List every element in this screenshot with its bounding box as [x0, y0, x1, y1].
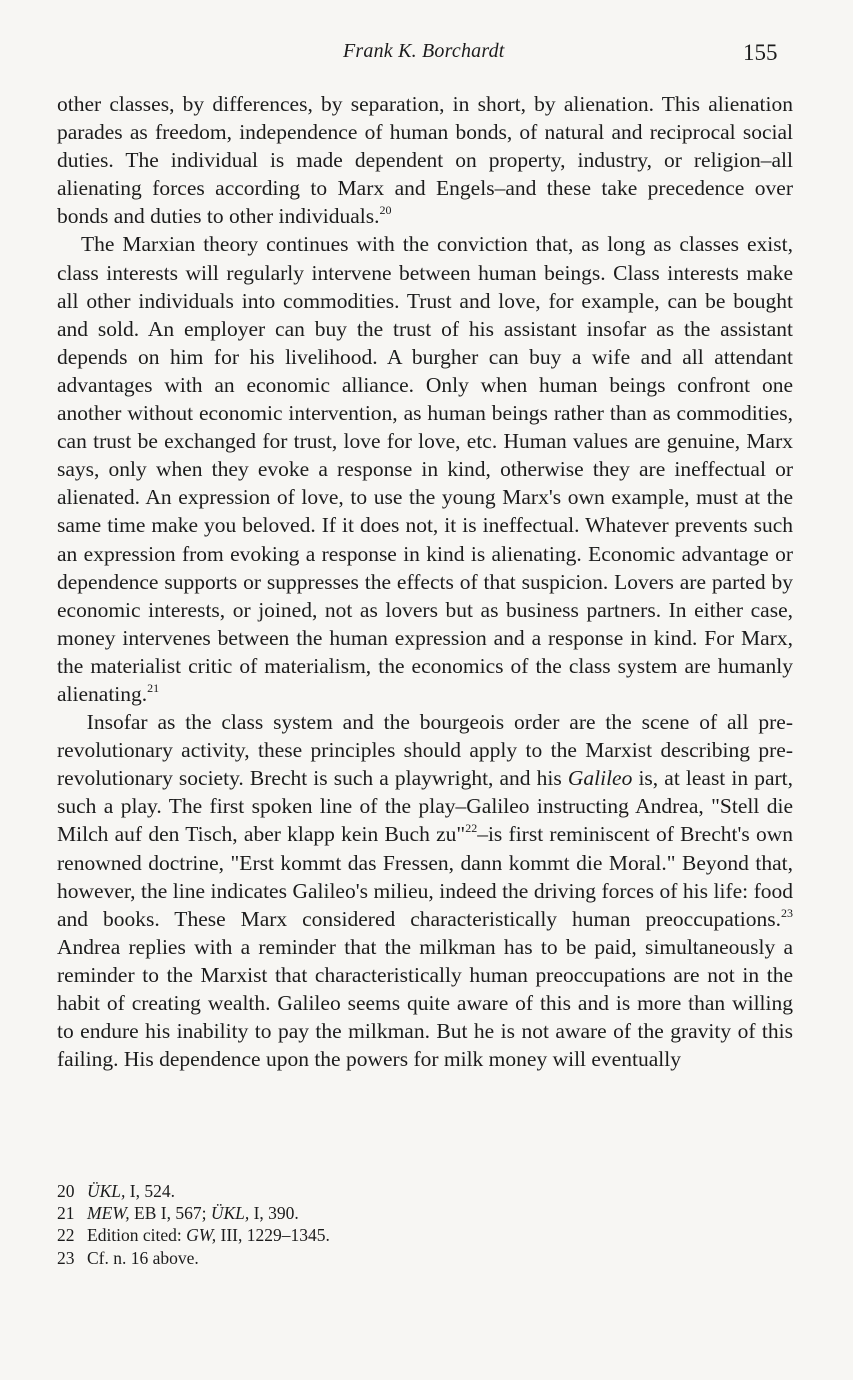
paragraph-text: –is first reminiscent of Brecht's own renowned doctrine, "Erst kommt das Fressen, dann kommt die Moral." Beyond that, however, the line indicates Galileo's milieu, indeed the driving forces of his life: food and books. These Marx considered characteristically human preoccupations.	[57, 822, 794, 931]
footnote-22	[57, 1224, 793, 1246]
footnote-ref: 23	[781, 905, 793, 920]
footnote-number: 20	[57, 1181, 75, 1201]
footnote-abbrev: GW,	[186, 1225, 217, 1246]
footnote-20	[57, 1180, 793, 1202]
paragraph-3	[57, 708, 793, 1073]
footnote-ref: 22	[465, 821, 478, 836]
footnote-text: EB I, 567;	[129, 1203, 211, 1224]
page-header	[0, 36, 853, 66]
paragraph-text: The Marxian theory continues with the conviction that, as long as classes exist, class interests will regularly intervene between human beings. Class interests make all other individuals into commodities. Trust and love, for example, can be bought and sold. An employer can buy the trust of his assistant insofar as the assistant depends on him for his livelihood. A burgher can buy a wife and all attendant advantages with an economic alliance. Only when human beings confront one another without economic intervention, as human beings rather than as commodities, can trust be exchanged for trust, love for love, etc. Human values are genuine, Marx says, only when they evoke a response in kind, otherwise they are ineffectual or alienated. An expression of love, to use the young Marx's own example, must at the same time make you beloved. If it does not, it is ineffectual. Whatever prevents such an expression from evoking a response in kind is alienating. Economic advantage or dependence supports or suppresses the effects of that suspicion. Lovers are parted by economic interests, or joined, not as lovers but as business partners. In either case, money intervenes between the human expression and a response in kind. For Marx, the materialist critic of materialism, the economics of the class system are humanly alienating.	[57, 232, 793, 706]
footnote-ref: 21	[147, 680, 160, 695]
footnote-abbrev: MEW,	[87, 1203, 130, 1224]
footnote-23	[57, 1247, 793, 1269]
footnote-text: I, 524.	[125, 1181, 175, 1201]
footnote-21	[57, 1202, 793, 1224]
footnote-number: 21	[57, 1203, 75, 1224]
body-text	[57, 90, 793, 1073]
page-number: 155	[743, 40, 778, 65]
footnote-number: 22	[57, 1225, 75, 1246]
footnote-text: Cf. n. 16 above.	[87, 1247, 199, 1268]
paragraph-2	[57, 230, 793, 708]
footnote-text: III, 1229–1345.	[216, 1225, 330, 1246]
paragraph-text: is, at least in part, such a play. The first spoken line of the play–Galileo instructing Andrea, "Stell die Milch auf den Tisch, aber klapp kein Buch zu"	[57, 766, 794, 847]
footnote-text: I, 390.	[249, 1203, 299, 1224]
footnote-abbrev: ÜKL,	[210, 1203, 250, 1224]
running-head: Frank K. Borchardt	[343, 40, 505, 62]
paragraph-text: other classes, by differences, by separation, in short, by alienation. This alienation parades as freedom, independence of human bonds, of natural and reciprocal social duties. The individual is made dependent on property, industry, or religion–all alienating forces according to Marx and Engels–and these take precedence over bonds and duties to other individuals.	[57, 92, 793, 229]
paragraph-1	[57, 90, 793, 230]
paragraph-text: Insofar as the class system and the bourgeois order are the scene of all pre-revolutionary activity, these principles should apply to the Marxist describing pre-revolutionary society. Brecht is such a playwright, and his	[57, 710, 793, 791]
footnote-number: 23	[57, 1247, 75, 1268]
work-title: Galileo	[567, 766, 633, 791]
footnote-ref: 20	[379, 203, 392, 218]
paragraph-text: Andrea replies with a reminder that the milkman has to be paid, simultaneously a reminder to the Marxist that characteristically human preoccupations are not in the habit of creating wealth. Galileo seems quite aware of this and is more than willing to endure his inability to pay the milkman. But he is not aware of the gravity of this failing. His dependence upon the powers for milk money will eventually	[57, 934, 793, 1072]
footnote-text: Edition cited:	[87, 1225, 187, 1246]
footnote-abbrev: ÜKL,	[87, 1181, 126, 1201]
footnotes	[57, 1180, 793, 1269]
